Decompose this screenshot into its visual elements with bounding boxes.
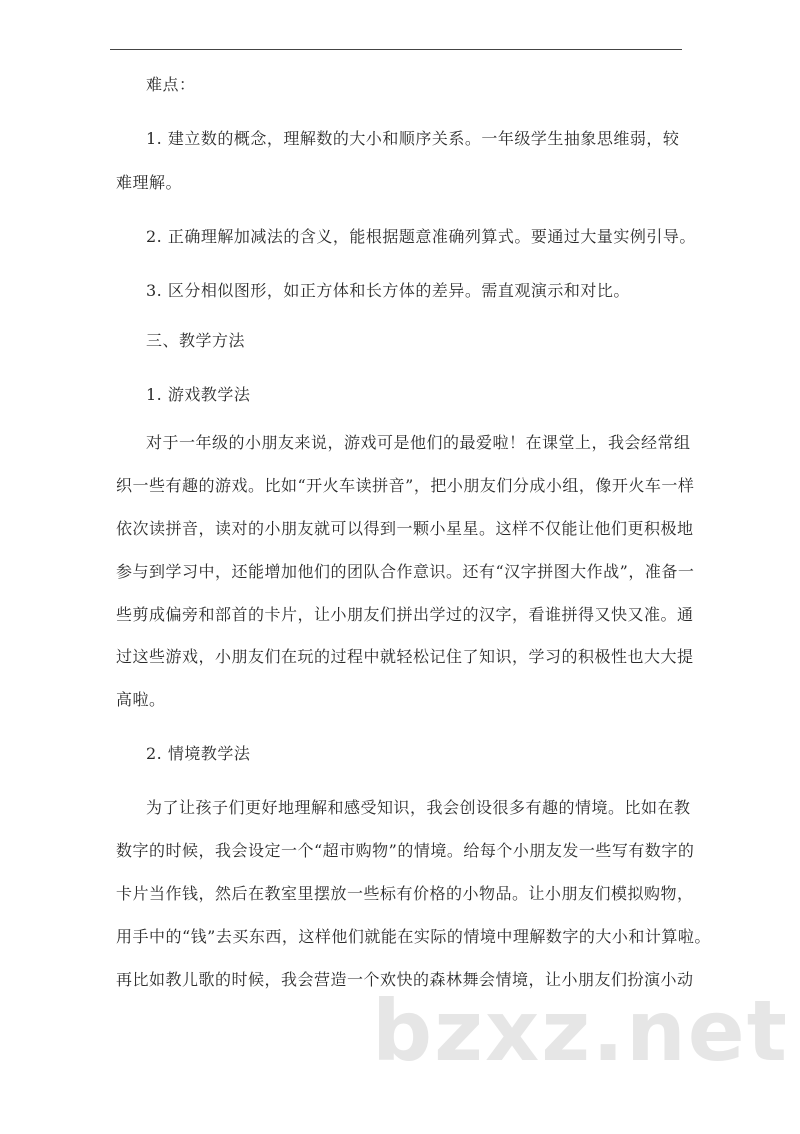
text-line: 用手中的“钱”去买东西，这样他们就能在实际的情境中理解数字的大小和计算啦。 xyxy=(116,927,711,946)
subheading-game-method: 1. 游戏教学法 xyxy=(146,385,251,404)
text-line: 对于一年级的小朋友来说，游戏可是他们的最爱啦！在课堂上，我会经常组 xyxy=(146,433,691,452)
text-heading-difficulties: 难点： xyxy=(146,75,196,94)
section-heading-methods: 三、教学方法 xyxy=(146,331,246,350)
text-line: 卡片当作钱，然后在教室里摆放一些标有价格的小物品。让小朋友们模拟购物， xyxy=(116,884,694,903)
text-line: 数字的时候，我会设定一个“超市购物”的情境。给每个小朋友发一些写有数字的 xyxy=(116,841,695,860)
text-line: 3. 区分相似图形，如正方体和长方体的差异。需直观演示和对比。 xyxy=(146,281,630,300)
text-line: 难理解。 xyxy=(116,173,183,192)
text-line: 过这些游戏，小朋友们在玩的过程中就轻松记住了知识，学习的积极性也大大提 xyxy=(116,647,694,666)
text-line: 高啦。 xyxy=(116,690,166,709)
text-line: 为了让孩子们更好地理解和感受知识，我会创设很多有趣的情境。比如在教 xyxy=(146,798,691,817)
text-line: 再比如教儿歌的时候，我会营造一个欢快的森林舞会情境，让小朋友们扮演小动 xyxy=(116,970,694,989)
text-line: 2. 正确理解加减法的含义，能根据题意准确列算式。要通过大量实例引导。 xyxy=(146,227,696,246)
watermark-logo: bzxz.net xyxy=(372,982,789,1080)
text-line: 织一些有趣的游戏。比如“开火车读拼音”，把小朋友们分成小组，像开火车一样 xyxy=(116,476,695,495)
text-line: 依次读拼音，读对的小朋友就可以得到一颗小星星。这样不仅能让他们更积极地 xyxy=(116,519,694,538)
text-line: 1. 建立数的概念，理解数的大小和顺序关系。一年级学生抽象思维弱，较 xyxy=(146,129,680,148)
text-line: 些剪成偏旁和部首的卡片，让小朋友们拼出学过的汉字，看谁拼得又快又准。通 xyxy=(116,605,694,624)
text-line: 参与到学习中，还能增加他们的团队合作意识。还有“汉字拼图大作战”，准备一 xyxy=(116,562,695,581)
header-rule xyxy=(110,49,682,50)
subheading-context-method: 2. 情境教学法 xyxy=(146,744,251,763)
